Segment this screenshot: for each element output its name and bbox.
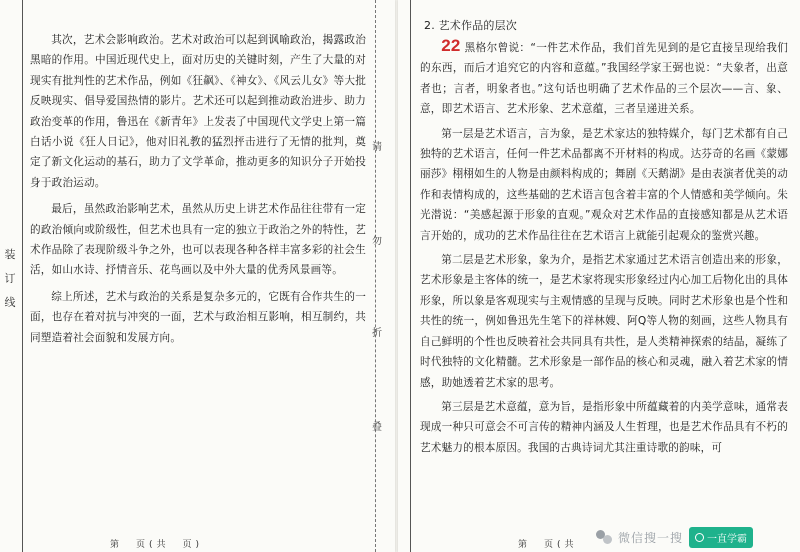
- left-answer-sheet: [0, 0, 395, 552]
- essay-paragraph: 黑格尔曾说：“一件艺术作品，我们首先见到的是它直接呈现给我们的东西，而后才追究它的内容和意蕴。”我国经学家王弼也说：“夫象者，出意者也；言者，明象者也。”这句话也明确了艺术作品的三个层次——言、象、意，即艺术语言、艺术形象、艺术意蕴，三者呈递进关系。: [420, 42, 788, 116]
- watermark-badge: [689, 527, 753, 548]
- binding-label: 订: [4, 272, 16, 285]
- watermark: [596, 525, 796, 549]
- essay-paragraph: 第三层是艺术意蕴，意为旨，是指形象中所蕴藏着的内美学意味，通常表现成一种只可意会不可言传的精神内涵及人生哲理，也是艺术作品具有不朽的艺术魅力的根本原因。我国的古典诗词尤其注重诗歌的韵味，可: [420, 400, 788, 454]
- essay-paragraph: 第一层是艺术语言，言为象，是艺术家达的独特媒介，每门艺术都有自己独特的艺术语言，任何一件艺术品都离不开材料的构成。达芬奇的名画《蒙娜丽莎》栩栩如生的人物是由颜料构成的；舞剧《天鹅湖》是由表演者优美的动作和表情构成的，这些基础的艺术语言包含着丰富的个人情感和美学倾向。朱光潜说：“美感起源于形象的直观。”观众对艺术作品的直接感知都是从艺术语言开始的，成功的艺术作品往往在艺术语言上就能引起观众的鉴赏兴趣。: [420, 127, 788, 242]
- binding-label: 线: [4, 296, 16, 309]
- wechat-search-icon: [596, 529, 612, 545]
- search-icon: [695, 533, 704, 542]
- question-number: 22: [441, 36, 461, 55]
- gutter-char: 叠: [372, 422, 382, 433]
- watermark-badge-label: 一直学霸: [707, 533, 748, 545]
- right-essay-text: [420, 16, 788, 458]
- essay-paragraph: 第二层是艺术形象，象为介，是指艺术家通过艺术语言创造出来的形象，艺术形象是主客体的统一，是艺术家将现实形象经过内心加工后物化出的具体形象，所以象是客观现实与主观情感的呈现与反映。同时艺术形象也是个性和共性的统一，例如鲁迅先生笔下的祥林嫂、阿Q等人物的刻画，这些人物具有自己鲜明的个性也反映着社会共同具有共性，是人类精神探索的结晶，凝练了时代独特的文化精髓。艺术形象是一部作品的核心和灵魂，融入着艺术家的情感，助她透着艺术家的思考。: [420, 254, 788, 389]
- left-gutter-line: [375, 0, 376, 552]
- essay-paragraph: 其次，艺术会影响政治。艺术对政治可以起到讽喻政治，揭露政治黑暗的作用。中国近现代史上，面对历史的关键时刻，产生了大量的对现实有批判性的艺术作品，例如《狂飙》、《神女》、《风云儿女》等大批反映现实、倡导爱国热情的影片。艺术还可以起到推动政治进步、助力政治变革的作用，鲁迅在《新青年》上发表了中国现代文学史上第一篇白话小说《狂人日记》，他对旧礼教的猛烈抨击进行了无情的批判，奠定了新文化运动的基石，助力了文学革命，推动更多的知识分子开始投身于政治运动。: [30, 34, 366, 189]
- left-essay-text: [30, 30, 366, 348]
- essay-paragraph: 综上所述，艺术与政治的关系是复杂多元的，它既有合作共生的一面，也存在着对抗与冲突的一面，艺术与政治相互影响，相互制约，共同塑造着社会面貌和发展方向。: [30, 290, 366, 344]
- right-border-line: [410, 0, 411, 552]
- gutter-char: 折: [372, 328, 382, 339]
- gutter-char: 勿: [372, 236, 382, 247]
- essay-paragraph: 最后，虽然政治影响艺术，虽然从历史上讲艺术作品往往带有一定的政治倾向或阶级性，但艺术也具有一定的独立于政治之外的特性，艺术作品除了表现阶级斗争之外，也可以表现各种各样丰富多彩的社会生活，如山水诗、抒情音乐、花鸟画以及中外大量的优秀风景画等。: [30, 203, 366, 277]
- section-heading: 2. 艺术作品的层次: [424, 19, 517, 32]
- binding-label: 装: [4, 248, 16, 261]
- page-footer: 第 页(共: [518, 540, 578, 550]
- gutter-char: 请: [372, 142, 382, 153]
- page-footer: 第 页(共 页): [110, 540, 204, 550]
- watermark-text: 微信搜一搜: [618, 530, 684, 545]
- right-answer-sheet: [398, 0, 800, 552]
- left-border-line: [22, 0, 23, 552]
